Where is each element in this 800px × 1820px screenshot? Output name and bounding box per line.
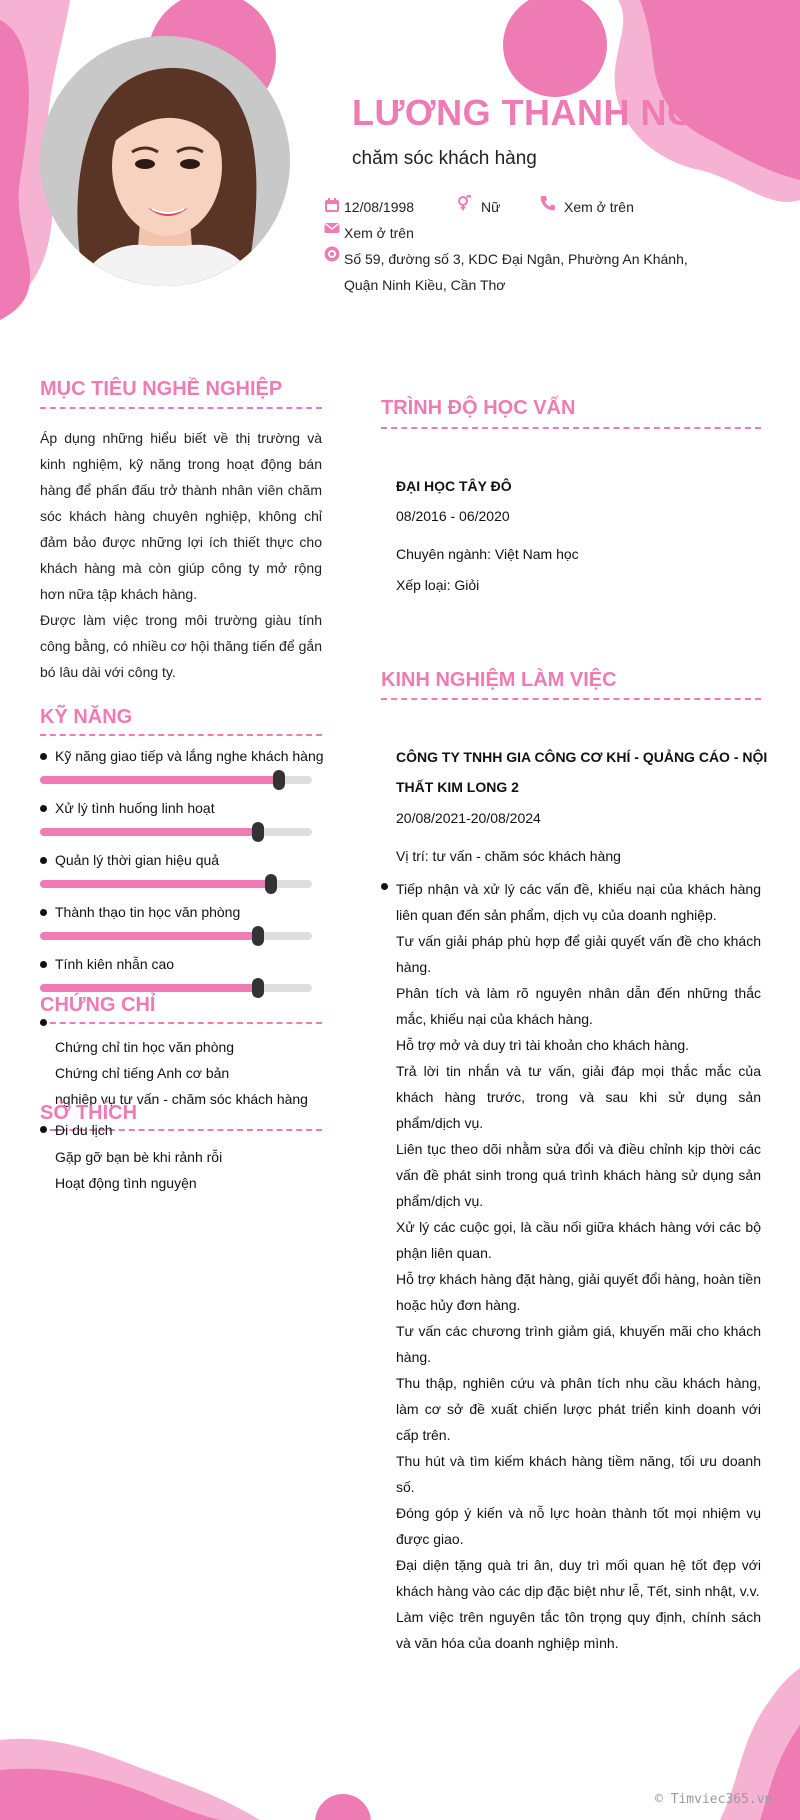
phone-icon xyxy=(540,195,556,211)
education-major: Chuyên ngành: Việt Nam học xyxy=(396,546,579,562)
certificate-item: Chứng chỉ tin học văn phòng xyxy=(55,1039,235,1055)
candidate-name: LƯƠNG THANH NGA xyxy=(352,92,723,133)
experience-period: 20/08/2021-20/08/2024 xyxy=(396,810,541,826)
duty-item: Thu hút và tìm kiếm khách hàng tiềm năng, tối ưu doanh số. xyxy=(396,1453,761,1495)
education-title: TRÌNH ĐỘ HỌC VẤN xyxy=(381,397,576,419)
certificates-bullet xyxy=(40,1019,47,1026)
hobby-item: Gặp gỡ bạn bè khi rảnh rỗi xyxy=(55,1149,223,1165)
objective-text xyxy=(40,425,322,685)
duties-bullet xyxy=(381,883,388,890)
objective-title: MỤC TIÊU NGHỀ NGHIỆP xyxy=(40,378,283,400)
duty-item: Tư vấn giải pháp phù hợp để giải quyết vấn đề cho khách hàng. xyxy=(396,933,761,975)
hobbies-bullet xyxy=(40,1126,47,1133)
duty-item: Làm việc trên nguyên tắc tôn trọng quy định, chính sách và văn hóa của doanh nghiệp mình. xyxy=(396,1609,761,1651)
skill-level-handle xyxy=(252,926,264,946)
gender-icon xyxy=(456,195,472,211)
duty-item: Đóng góp ý kiến và nỗ lực hoàn thành tốt mọi nhiệm vụ được giao. xyxy=(396,1505,761,1547)
skills-title: KỸ NĂNG xyxy=(40,706,133,728)
experience-position: Vị trí: tư vấn - chăm sóc khách hàng xyxy=(396,848,621,864)
duty-item: Hỗ trợ khách hàng đặt hàng, giải quyết đổi hàng, hoàn tiền hoặc hủy đơn hàng. xyxy=(396,1271,761,1313)
duty-item: Tiếp nhận và xử lý các vấn đề, khiếu nại của khách hàng liên quan đến sản phẩm, dịch vụ của doanh nghiệp. xyxy=(396,881,761,923)
skill-bullet xyxy=(40,805,47,812)
certificate-item: Chứng chỉ tiếng Anh cơ bản xyxy=(55,1065,230,1081)
objective-divider xyxy=(40,407,322,409)
skill-level-handle xyxy=(252,978,264,998)
education-divider xyxy=(381,427,761,429)
company-name-line-2: THẤT KIM LONG 2 xyxy=(396,779,519,795)
skill-bar-fill xyxy=(40,828,258,836)
duty-item: Liên tục theo dõi nhằm sửa đổi và điều chỉnh kịp thời các vấn đề phát sinh trong quá trình khách hàng sử dụng sản phẩm/dịch vụ. xyxy=(396,1141,761,1209)
skill-level-handle xyxy=(273,770,285,790)
address-line-1: Số 59, đường số 3, KDC Đại Ngân, Phường An Khánh, xyxy=(344,251,688,267)
skill-bar xyxy=(40,984,312,992)
skill-level-handle xyxy=(252,822,264,842)
duty-item: Đại diện tặng quà tri ân, duy trì mối quan hệ tốt đẹp với khách hàng vào các dịp đặc biệt như lễ, Tết, sinh nhật, v.v. xyxy=(396,1557,761,1599)
objective-paragraph-1: Áp dụng những hiểu biết về thị trường và kinh nghiệm, kỹ năng trong hoạt động bán hàng để phấn đấu trở thành nhân viên chăm sóc khách hàng chuyên nghiệp, không chỉ đảm bảo được những lợi ích thiết thực cho khách hàng mà còn giúp công ty mở rộng hơn nữa tập khách hàng. xyxy=(40,430,322,602)
certificate-item: nghiệp vụ tư vấn - chăm sóc khách hàng xyxy=(55,1091,308,1107)
skill-bar xyxy=(40,932,312,940)
skill-bar xyxy=(40,828,312,836)
skill-level-handle xyxy=(265,874,277,894)
skill-label: Xử lý tình huống linh hoạt xyxy=(55,800,215,816)
duty-item: Phân tích và làm rõ nguyên nhân dẫn đến những thắc mắc, khiếu nại của khách hàng. xyxy=(396,985,761,1027)
duty-item: Trả lời tin nhắn và tư vấn, giải đáp mọi thắc mắc của khách hàng trước, trong và sau khi sử dụng sản phẩm/dịch vụ. xyxy=(396,1063,761,1131)
address-line-2: Quận Ninh Kiều, Cần Thơ xyxy=(344,277,506,293)
skill-bar-fill xyxy=(40,932,258,940)
certificates-divider xyxy=(40,1022,322,1024)
blob-bottom-center-circle xyxy=(315,1794,371,1820)
email: Xem ở trên xyxy=(344,225,414,241)
certificates-title: CHỨNG CHỈ xyxy=(40,994,156,1016)
education-grade: Xếp loại: Giỏi xyxy=(396,577,480,593)
phone: Xem ở trên xyxy=(564,199,634,215)
gender: Nữ xyxy=(481,199,501,215)
skill-label: Quản lý thời gian hiệu quả xyxy=(55,852,220,868)
duty-item: Xử lý các cuộc gọi, là cầu nối giữa khách hàng với các bộ phận liên quan. xyxy=(396,1219,761,1261)
skill-bullet xyxy=(40,909,47,916)
hobby-item: Đi du lịch xyxy=(55,1122,113,1138)
skill-label: Thành thạo tin học văn phòng xyxy=(55,904,241,920)
experience-divider xyxy=(381,698,761,700)
skills-divider xyxy=(40,734,322,736)
skill-bullet xyxy=(40,961,47,968)
blob-top-right-circle xyxy=(503,0,607,97)
duty-item: Hỗ trợ mở và duy trì tài khoản cho khách hàng. xyxy=(396,1037,690,1053)
watermark: © Timviec365.vn xyxy=(655,1792,773,1807)
skill-bullet xyxy=(40,857,47,864)
portrait-illustration xyxy=(40,36,290,286)
skill-bar xyxy=(40,776,312,784)
profile-photo xyxy=(40,36,290,286)
location-pin-icon xyxy=(324,246,340,262)
hobby-item: Hoạt động tình nguyện xyxy=(55,1175,197,1191)
job-title: chăm sóc khách hàng xyxy=(352,148,537,169)
calendar-icon xyxy=(324,197,340,213)
skill-bar-fill xyxy=(40,776,279,784)
school-name: ĐẠI HỌC TÂY ĐÔ xyxy=(396,478,512,494)
skill-label: Kỹ năng giao tiếp và lắng nghe khách hàng xyxy=(55,748,324,764)
skill-bar-fill xyxy=(40,880,271,888)
skill-label: Tính kiên nhẫn cao xyxy=(55,956,175,972)
envelope-icon xyxy=(324,220,340,236)
skill-bullet xyxy=(40,753,47,760)
birthday: 12/08/1998 xyxy=(344,199,415,215)
skill-bar-fill xyxy=(40,984,258,992)
education-period: 08/2016 - 06/2020 xyxy=(396,508,510,524)
hobbies-title: SỞ THÍCH xyxy=(40,1102,138,1124)
duty-item: Thu thập, nghiên cứu và phân tích nhu cầu khách hàng, làm cơ sở đề xuất chiến lược phát triển kinh doanh với cấp trên. xyxy=(396,1375,761,1443)
duties-list xyxy=(396,876,761,1656)
skill-bar xyxy=(40,880,312,888)
duty-item: Tư vấn các chương trình giảm giá, khuyến mãi cho khách hàng. xyxy=(396,1323,761,1365)
company-name-line-1: CÔNG TY TNHH GIA CÔNG CƠ KHÍ - QUẢNG CÁO - NỘI xyxy=(396,749,768,765)
objective-paragraph-2: Được làm việc trong môi trường giàu tính công bằng, có nhiều cơ hội thăng tiến để gắn bó lâu dài với công ty. xyxy=(40,612,322,680)
experience-title: KINH NGHIỆM LÀM VIỆC xyxy=(381,669,617,691)
